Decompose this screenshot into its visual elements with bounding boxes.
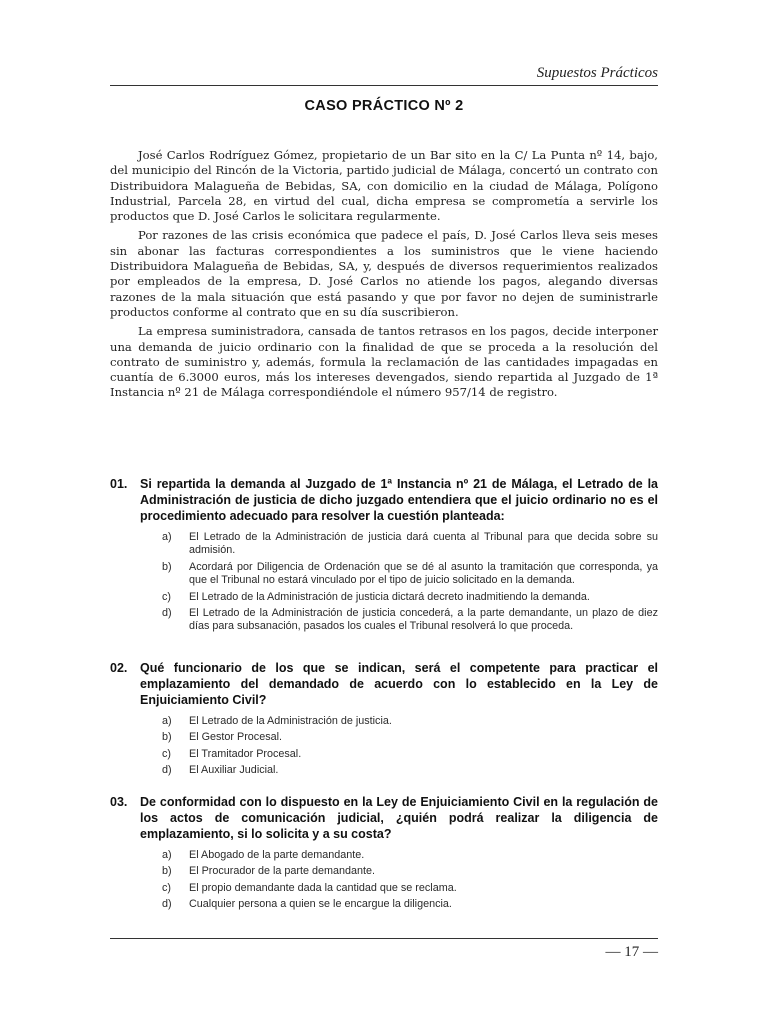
answer-options	[162, 715, 658, 778]
option-text: Cualquier persona a quien se le encargue la diligencia.	[189, 898, 452, 911]
footer-rule	[110, 938, 658, 939]
answer-option-b	[162, 561, 658, 588]
option-text: El Letrado de la Administración de justicia dictará decreto inadmitiendo la demanda.	[189, 590, 590, 603]
header-rule	[110, 85, 658, 86]
statement-paragraph: La empresa suministradora, cansada de tantos retrasos en los pagos, decide interponer una demanda de juicio ordinario con la finalidad de que se proceda a la resolución del contrato de suministro y, además, formula la reclamación de las cantidades impagadas en cuantía de 6.3000 euros, más los intereses devengados, siendo repartida al Juzgado de 1ª Instancia nº 21 de Málaga correspondiéndole el número 957/14 de registro.	[110, 324, 658, 400]
option-text: Acordará por Diligencia de Ordenación que se dé al asunto la tramitación que corresponda, ya que el Tribunal no estará vinculado por el tipo de juicio solicitado en la demanda.	[189, 560, 658, 587]
option-letter: c)	[162, 747, 171, 760]
option-letter: a)	[162, 531, 172, 543]
option-letter: a)	[162, 715, 172, 727]
option-text: El Auxiliar Judicial.	[189, 764, 279, 777]
option-letter: c)	[162, 881, 171, 894]
option-letter: b)	[162, 865, 172, 878]
case-statement	[110, 148, 658, 405]
question-text: Qué funcionario de los que se indican, será el competente para practicar el emplazamiento del demandado de acuerdo con lo establecido en la Ley de Enjuiciamiento Civil?	[140, 661, 658, 707]
option-text: El Letrado de la Administración de justicia.	[189, 715, 392, 727]
answer-option-a	[162, 715, 658, 728]
answer-option-d	[162, 898, 658, 911]
option-text: El Procurador de la parte demandante.	[189, 865, 376, 878]
answer-options	[162, 849, 658, 912]
option-text: El Letrado de la Administración de justicia dará cuenta al Tribunal para que decida sobre su admisión.	[189, 531, 658, 557]
answer-option-b	[162, 865, 658, 878]
answer-options	[162, 531, 658, 634]
question-number: 01.	[110, 477, 128, 491]
question-01	[110, 476, 658, 637]
page-number: — 17 —	[605, 944, 658, 960]
option-text: El Tramitador Procesal.	[189, 747, 302, 760]
question-number: 02.	[110, 661, 128, 675]
option-letter: c)	[162, 590, 171, 603]
answer-option-d	[162, 764, 658, 777]
option-letter: d)	[162, 764, 172, 777]
answer-option-b	[162, 731, 658, 744]
answer-option-c	[162, 748, 658, 761]
question-text: Si repartida la demanda al Juzgado de 1ª Instancia nº 21 de Málaga, el Letrado de la Administración de justicia de dicho juzgado entendiera que el juicio ordinario no es el procedimiento adecuado para resolver la cuestión planteada:	[140, 477, 658, 523]
option-letter: d)	[162, 607, 172, 620]
option-text: El Gestor Procesal.	[189, 731, 283, 744]
question-text: De conformidad con lo dispuesto en la Ley de Enjuiciamiento Civil en la regulación de los actos de comunicación judicial, ¿quién podrá realizar la diligencia de emplazamiento, si lo solicita y a su costa?	[140, 795, 658, 841]
answer-option-a	[162, 531, 658, 558]
option-text: El Abogado de la parte demandante.	[189, 849, 365, 861]
option-letter: a)	[162, 849, 172, 861]
question-03	[110, 794, 658, 915]
statement-paragraph: José Carlos Rodríguez Gómez, propietario de un Bar sito en la C/ La Punta nº 14, bajo, del municipio del Rincón de la Victoria, partido judicial de Málaga, concertó un contrato con Distribuidora Malagueña de Bebidas, SA, con domicilio en la ciudad de Málaga, Polígono Industrial, Parcela 28, en virtud del cual, dicha empresa se comprometía a servirle los productos que D. José Carlos le solicitara regularmente.	[110, 148, 658, 224]
option-letter: b)	[162, 560, 172, 573]
statement-paragraph: Por razones de las crisis económica que padece el país, D. José Carlos lleva seis meses sin abonar las facturas correspondientes a los suministros que le viene haciendo Distribuidora Malagueña de Bebidas, SA, y, después de diversos requerimientos realizados por empleados de la empresa, D. José Carlos no atiende los pagos, alegando diversas razones de la mala situación que está pasando y que por favor no dejen de suministrarle productos conforme al contrato que en su día suscribieron.	[110, 228, 658, 319]
running-header: Supuestos Prácticos	[536, 65, 658, 81]
question-number: 03.	[110, 795, 128, 809]
answer-option-c	[162, 591, 658, 604]
option-letter: d)	[162, 898, 172, 911]
answer-option-c	[162, 882, 658, 895]
answer-option-d	[162, 607, 658, 634]
option-text: El propio demandante dada la cantidad que se reclama.	[189, 881, 457, 894]
option-text: El Letrado de la Administración de justicia concederá, a la parte demandante, un plazo de diez días para subsanación, pasados los cuales el Tribunal resolverá lo que proceda.	[189, 607, 658, 633]
question-02	[110, 660, 658, 781]
answer-option-a	[162, 849, 658, 862]
case-title: CASO PRÁCTICO Nº 2	[304, 98, 464, 114]
option-letter: b)	[162, 731, 172, 744]
